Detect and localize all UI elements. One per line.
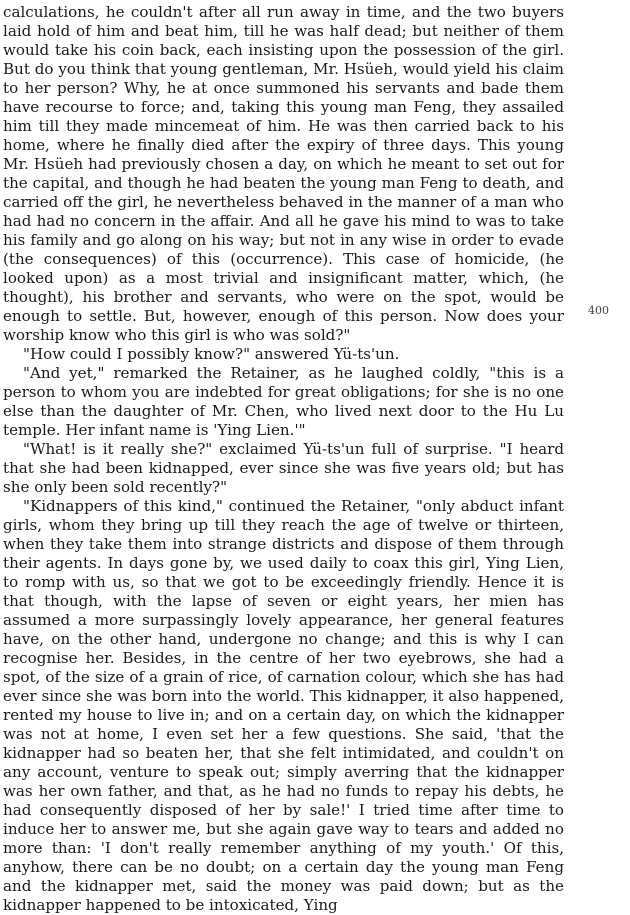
paragraph-3: "And yet," remarked the Retainer, as he laughed coldly, "this is a person to whom you are indebted for great obligations; for she is no one else than the daughter of Mr. Chen, who lived next door to the Hu Lu temple. Her infant name is 'Ying Lien.'": [3, 364, 564, 439]
paragraph-1: calculations, he couldn't after all run away in time, and the two buyers laid hold of him and beat him, till he was half dead; but neither of them would take his coin back, each insisting upon the possession of the girl. But do you think that young gentleman, Mr. Hsüeh, would yield his claim to her person? Why, he at once summoned his servants and bade them have recourse to force; and, taking this young man Feng, they assailed him till they made mincemeat of him. He was then carried back to his home, where he finally died after the expiry of three days. This young Mr. Hsüeh had previously chosen a day, on which he meant to set out for the capital, and though he had beaten the young man Feng to death, and carried off the girl, he nevertheless behaved in the manner of a man who had had no concern in the affair. And all he gave his mind to was to take his family and go along on his way; but not in any wise in order to evade (the consequences) of this (occurrence). This case of homicide, (he looked upon) as a most trivial and insignificant matter, which, (he thought), his brother and servants, who were on the spot, would be enough to settle. But, however, enough of this person. Now does your worship know who this girl is who was sold?": [3, 3, 564, 344]
page-number: 400: [588, 304, 609, 317]
paragraph-4: "What! is it really she?" exclaimed Yü-ts'un full of surprise. "I heard that she had been kidnapped, ever since she was five years old; but has she only been sold recently?": [3, 440, 564, 496]
paragraph-2: "How could I possibly know?" answered Yü-ts'un.: [23, 345, 400, 363]
book-page-text: [3, 3, 564, 915]
paragraph-5: "Kidnappers of this kind," continued the Retainer, "only abduct infant girls, whom they bring up till they reach the age of twelve or thirteen, when they take them into strange districts and dispose of them through their agents. In days gone by, we used daily to coax this girl, Ying Lien, to romp with us, so that we got to be exceedingly friendly. Hence it is that though, with the lapse of seven or eight years, her mien has assumed a more surpassingly lovely appearance, her general features have, on the other hand, undergone no change; and this is why I can recognise her. Besides, in the centre of her two eyebrows, she had a spot, of the size of a grain of rice, of carnation colour, which she has had ever since she was born into the world. This kidnapper, it also happened, rented my house to live in; and on a certain day, on which the kidnapper was not at home, I even set her a few questions. She said, 'that the kidnapper had so beaten her, that she felt intimidated, and couldn't on any account, venture to speak out; simply averring that the kidnapper was her own father, and that, as he had no funds to repay his debts, he had consequently disposed of her by sale!' I tried time after time to induce her to answer me, but she again gave way to tears and added no more than: 'I don't really remember anything of my youth.' Of this, anyhow, there can be no doubt; on a certain day the young man Feng and the kidnapper met, said the money was paid down; but as the kidnapper happened to be intoxicated, Ying: [3, 497, 564, 914]
